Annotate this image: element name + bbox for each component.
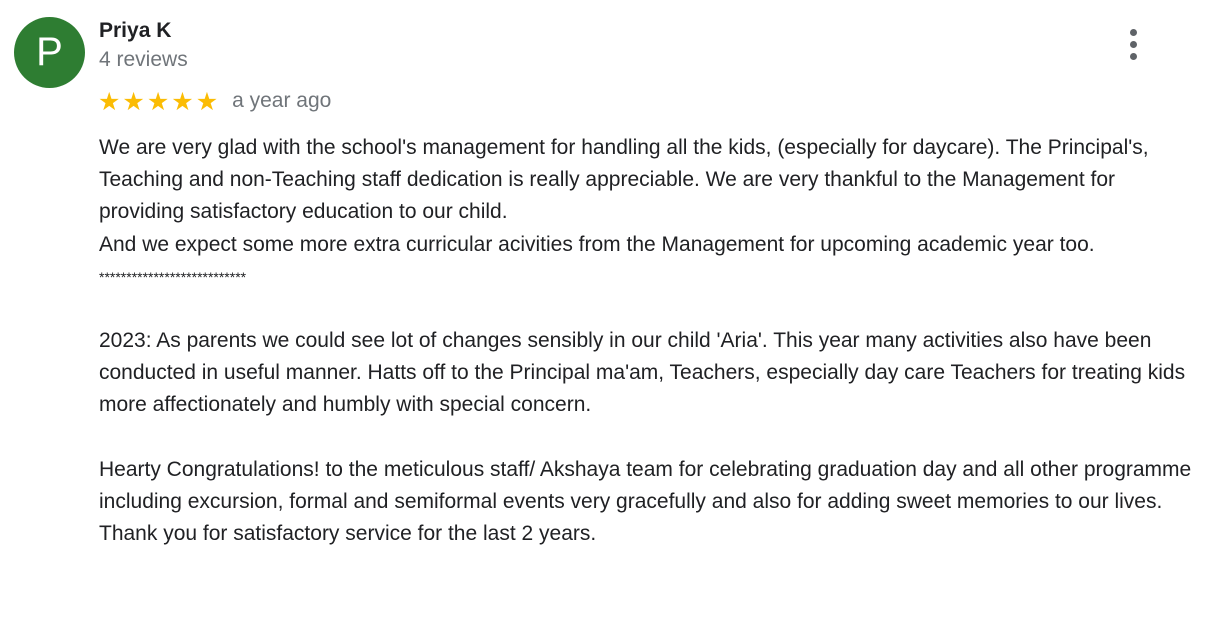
star-rating xyxy=(98,86,219,116)
rating-row xyxy=(98,86,331,116)
review-text xyxy=(99,132,1194,550)
star-icon: ★ xyxy=(98,86,121,116)
star-icon: ★ xyxy=(122,86,145,116)
review-paragraph: And we expect some more extra curricular acivities from the Management for upcoming academic year too. xyxy=(99,232,1095,256)
star-icon: ★ xyxy=(195,86,219,116)
avatar[interactable] xyxy=(14,17,85,88)
review-count[interactable]: 4 reviews xyxy=(99,48,188,71)
more-vert-icon xyxy=(1130,29,1137,60)
separator-line: *************************** xyxy=(99,268,247,285)
star-icon: ★ xyxy=(146,86,170,116)
avatar-letter: P xyxy=(36,30,63,74)
review-paragraph: We are very glad with the school's management for handling all the kids, (especially for daycare). The Principal's, Teaching and non-Teaching staff dedication is really appreciable. We are very thankful to the Management for providing satisfactory education to our child. xyxy=(99,136,1149,224)
blank-line xyxy=(99,422,1194,454)
more-options-button[interactable] xyxy=(1118,24,1148,64)
author-name[interactable]: Priya K xyxy=(99,19,172,42)
review-paragraph: Hearty Congratulations! to the meticulous staff/ Akshaya team for celebrating graduation day and all other programme including excursion, formal and semiformal events very gracefully and also for adding sweet memories to our lives. xyxy=(99,457,1192,513)
star-icon: ★ xyxy=(171,86,194,116)
review-time: a year ago xyxy=(232,89,332,112)
blank-line xyxy=(99,293,1194,325)
review-paragraph: 2023: As parents we could see lot of changes sensibly in our child 'Aria'. This year many activities also have been conducted in useful manner. Hatts off to the Principal ma'am, Teachers, especially day care Teachers for treating kids more affectionately and humbly with special concern. xyxy=(99,329,1186,417)
review-paragraph: Thank you for satisfactory service for the last 2 years. xyxy=(99,522,597,546)
